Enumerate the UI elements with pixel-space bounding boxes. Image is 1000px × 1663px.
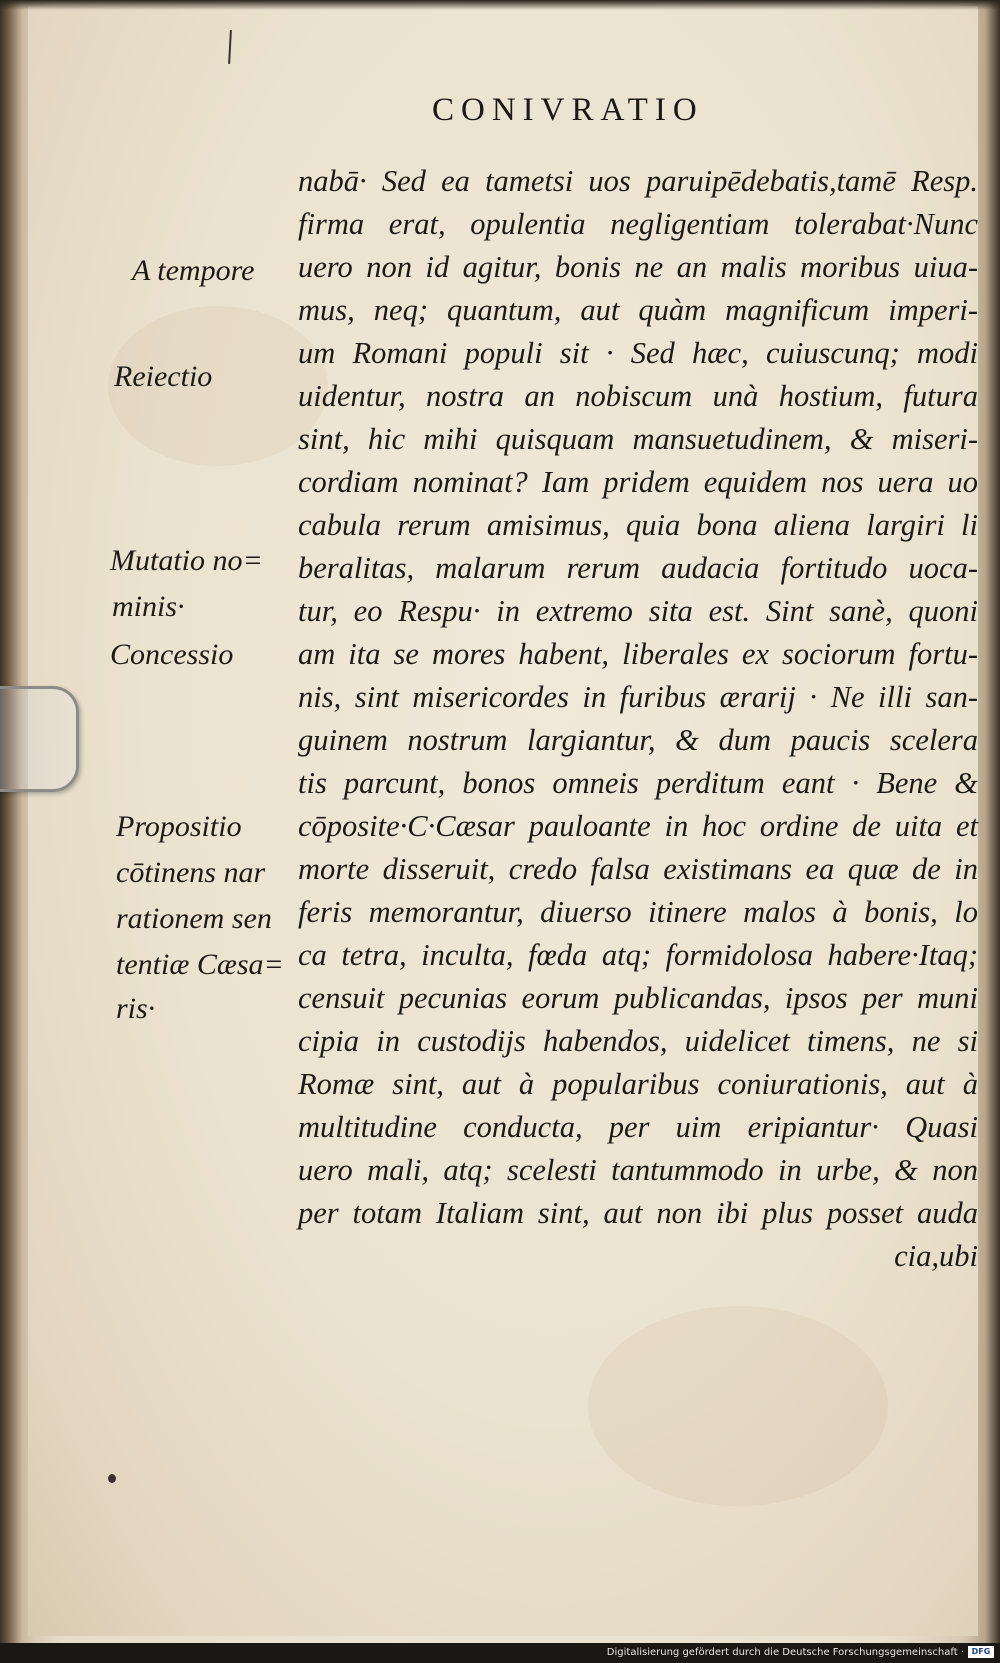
text-line: nabā· Sed ea tametsi uos paruipēdebatis,tamē Resp.	[298, 164, 978, 198]
margin-note-mutatio-line1: Mutatio no=	[110, 544, 263, 577]
margin-note-propositio-line4: tentiæ Cæsa=	[116, 948, 284, 981]
text-line: firma erat, opulentia negligentiam tolerabat·Nunc	[298, 207, 978, 241]
text-line: sint, hic mihi quisquam mansuetudinem, & miseri-	[298, 422, 978, 456]
text-line: multitudine conducta, per uim eripiantur· Quasi	[298, 1110, 978, 1144]
text-line: cipia in custodijs habendos, uidelicet timens, ne si	[298, 1024, 978, 1058]
text-line: am ita se mores habent, liberales ex sociorum fortu-	[298, 637, 978, 671]
foxing-stain	[588, 1306, 888, 1506]
margin-note-reiectio: Reiectio	[114, 360, 213, 393]
text-line: uero non id agitur, bonis ne an malis moribus uiua-	[298, 250, 978, 284]
text-line: Romæ sint, aut à popularibus coniurationis, aut à	[298, 1067, 978, 1101]
text-line: feris memorantur, diuerso itinere malos à bonis, lo	[298, 895, 978, 929]
catchword: cia,ubi	[894, 1239, 978, 1273]
text-line: beralitas, malarum rerum audacia fortitudo uoca-	[298, 551, 978, 585]
margin-note-mutatio-line2: minis·	[112, 590, 185, 623]
text-line: uidentur, nostra an nobiscum unà hostium, futura	[298, 379, 978, 413]
body-text	[298, 160, 978, 1278]
margin-note-propositio-line1: Propositio	[116, 810, 242, 843]
text-line: uero mali, atq; scelesti tantummodo in urbe, & non	[298, 1153, 978, 1187]
text-line: cordiam nominat? Iam pridem equidem nos uera uo	[298, 465, 978, 499]
page-top-shadow	[0, 0, 1000, 10]
text-line: um Romani populi sit · Sed hæc, cuiuscunq; modi	[298, 336, 978, 370]
text-line: mus, neq; quantum, aut quàm magnificum imperi-	[298, 293, 978, 327]
text-line: ca tetra, inculta, fœda atq; formidolosa habere·Itaq;	[298, 938, 978, 972]
margin-note-concessio: Concessio	[110, 638, 234, 671]
text-line: guinem nostrum largiantur, & dum paucis scelera	[298, 723, 978, 757]
margin-note-propositio-line2: cōtinens nar	[116, 856, 266, 889]
margin-note-propositio-line5: ris·	[116, 992, 156, 1025]
dfg-logo: DFG	[968, 1646, 994, 1658]
running-head: CONIVRATIO	[432, 92, 704, 128]
text-line: cabula rerum amisimus, quia bona aliena largiri li	[298, 508, 978, 542]
text-line: nis, sint misericordes in furibus ærarij · Ne illi san-	[298, 680, 978, 714]
page-clip-tab	[0, 686, 79, 792]
ink-spot	[108, 1474, 116, 1483]
margin-note-a-tempore: A tempore	[132, 254, 255, 287]
text-line: tur, eo Respu· in extremo sita est. Sint sanè, quoni	[298, 594, 978, 628]
text-line: morte disseruit, credo falsa existimans ea quæ de in	[298, 852, 978, 886]
margin-note-propositio-line3: rationem sen	[116, 902, 272, 935]
text-line: censuit pecunias eorum publicandas, ipsos per muni	[298, 981, 978, 1015]
text-line: per totam Italiam sint, aut non ibi plus posset auda	[298, 1196, 978, 1230]
digitization-credit: Digitalisierung gefördert durch die Deutsche Forschungsgemeinschaft ·	[606, 1647, 964, 1658]
text-line: tis parcunt, bonos omneis perditum eant · Bene &	[298, 766, 978, 800]
text-line: cōposite·C·Cæsar pauloante in hoc ordine de uita et	[298, 809, 978, 843]
